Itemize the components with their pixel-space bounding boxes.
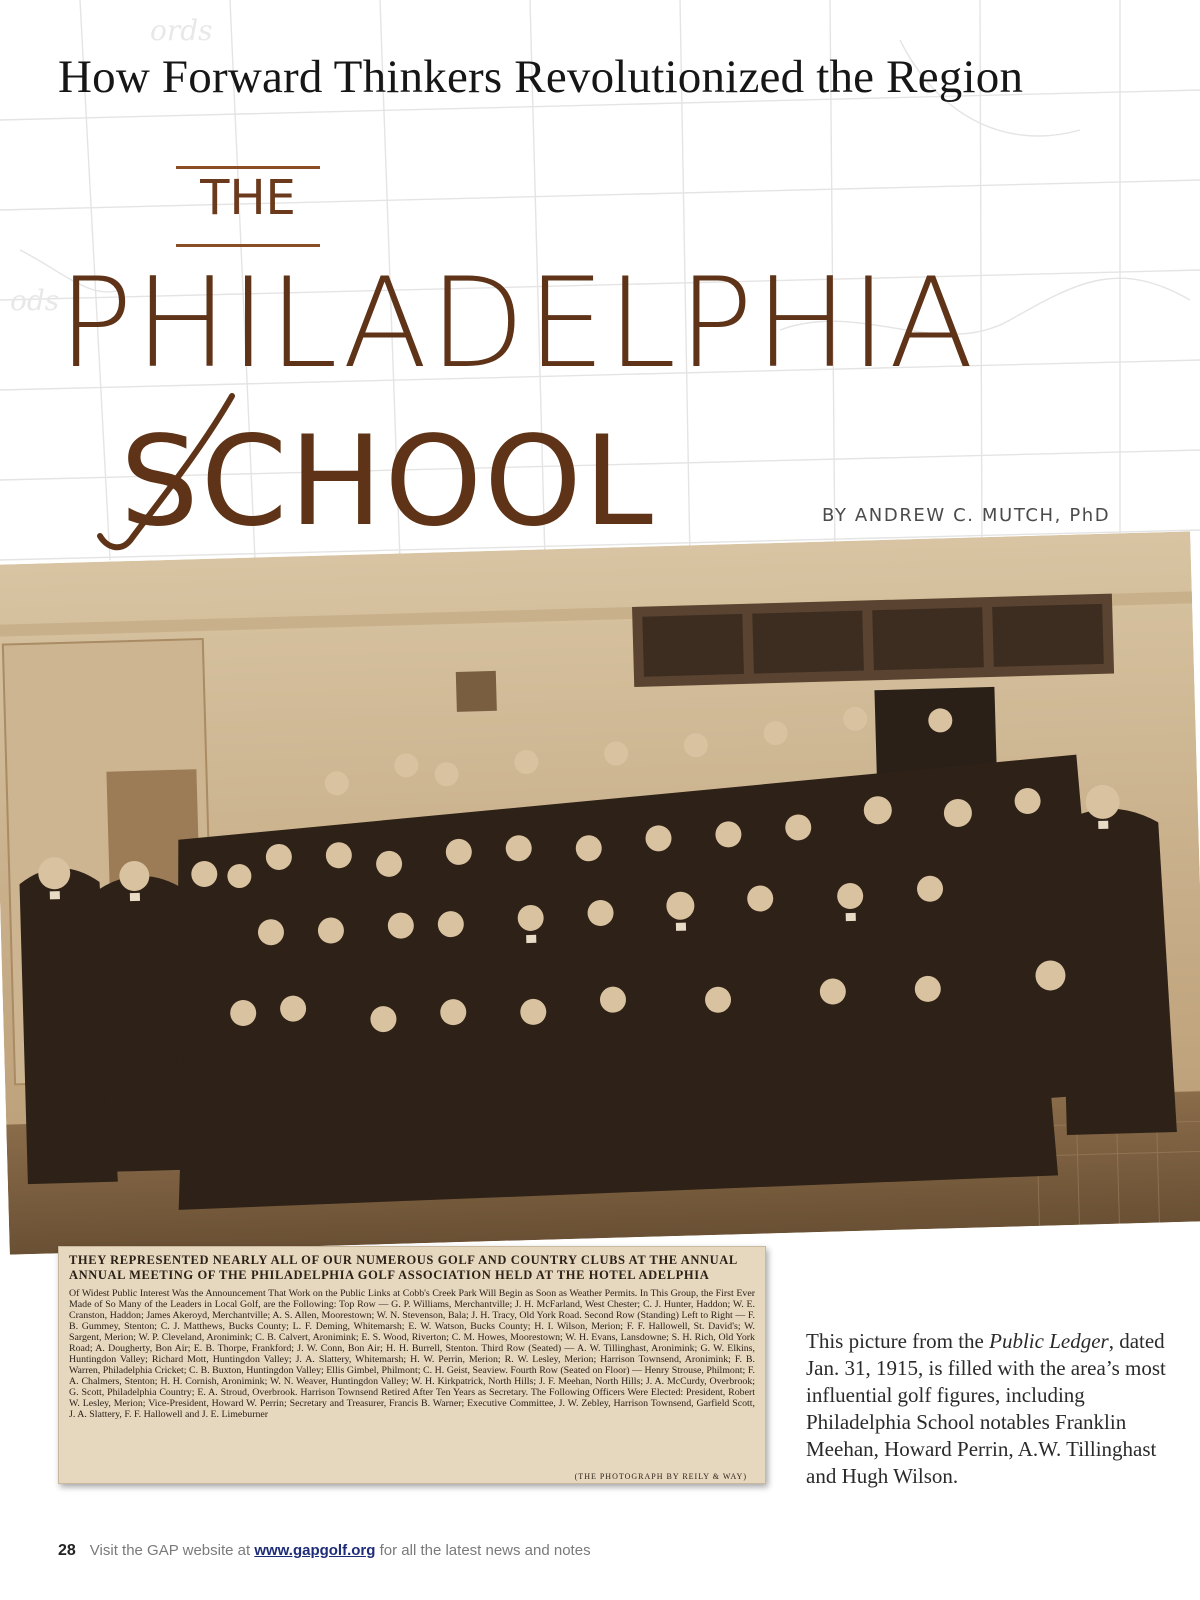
page-footer	[58, 1542, 1058, 1566]
byline: BY ANDREW C. MUTCH, PhD	[822, 505, 1111, 526]
caption-text-before: This picture from the	[806, 1329, 990, 1353]
clipping-heading-1: THEY REPRESENTED NEARLY ALL OF OUR NUMEROUS GOLF AND COUNTRY CLUBS AT THE ANNUAL	[69, 1253, 738, 1267]
website-link[interactable]: www.gapgolf.org	[254, 1542, 376, 1559]
the-rule-bottom	[176, 244, 320, 247]
clipping-body: Of Widest Public Interest Was the Announcement That Work on the Public Links at Cobb's Creek Park Will Begin as Soon as Weather Permits. In This Group, the First Ever Made of So Many of the Leaders in Local Golf, are the Following: Top Row — G. P. Williams, Merchantville; J. H. McFarland, West Chester; C. J. Hunter, Haddon; W. E. Cranston, Haddon; James Akeroyd, Merchantville; A. S. Allen, Moorestown; W. N. Stevenson, Bala; J. H. Tracy, Old York Road. Second Row (Standing) Left to Right — F. B. Gummey, Stenton; C. J. Matthews, Bucks County; L. F. Deming, Whitemarsh; E. W. Watson, Bucks County; H. I. Wilson, Merion; F. F. Hallowell, St. David's; W. Sargent, Merion; W. P. Cleveland, Aronimink; C. B. Calvert, Aronimink; E. S. Wood, Riverton; C. M. Howes, Moorestown; W. H. Evans, Lansdowne; S. H. Rich, Old York Road; A. Dougherty, Bon Air; E. B. Thorpe, Frankford; J. W. Conn, Bon Air; H. H. Burrell, Stenton. Third Row (Seated) — A. W. Tillinghast, Aronimink; G. W. Elkins, Huntingdon Valley; Richard Mott, Huntingdon Valley; J. A. Slattery, Whitemarsh; H. W. Perrin, Merion; R. W. Lesley, Merion; Harrison Townsend, Aronimink; F. B. Warren, Philadelphia Cricket; C. B. Buxton, Huntingdon Valley; Ellis Gimbel, Philmont; C. H. Geist, Seaview. Fourth Row (Seated on Floor) — Henry Strouse, Philmont; F. A. Chalmers, Stenton; H. H. Cornish, Aronimink; W. N. Weaver, Huntingdon Valley; W. H. Kirkpatrick, North Hills; J. F. Meehan, North Hills; J. A. McCurdy, Overbrook; G. Scott, Philadelphia Country; E. A. Stroud, Overbrook. Harrison Townsend Retired After Ten Years as Secretary. The Following Officers Were Elected: President, Robert W. Lesley, Merion; Vice-President, Howard W. Perrin; Secretary and Treasurer, Francis B. Warner; Executive Committee, J. W. Zebley, Harrison Townsend, Garfield Scott, J. A. Slattery, F. F. Hallowell and J. E. Limeburner	[69, 1288, 755, 1420]
clipping-heading-2: ANNUAL MEETING OF THE PHILADELPHIA GOLF ASSOCIATION HELD AT THE HOTEL ADELPHIA	[69, 1268, 710, 1282]
photo-caption	[806, 1328, 1166, 1490]
footer-text-before: Visit the GAP website at	[89, 1542, 255, 1559]
group-photograph	[0, 531, 1200, 1254]
title-school: SCHOOL	[120, 410, 655, 554]
newspaper-clipping	[58, 1246, 766, 1484]
map-label: ords	[150, 14, 213, 47]
caption-text-after: , dated Jan. 31, 1915, is filled with the area’s most influential golf figures, including Philadelphia School notables Franklin Meehan, Howard Perrin, A.W. Tillinghast and Hugh Wilson.	[806, 1329, 1166, 1488]
page-number: 28	[58, 1542, 76, 1559]
photo-image	[0, 531, 1200, 1254]
title-the: THE	[200, 170, 296, 226]
title-philadelphia: PHILADELPHIA	[58, 252, 976, 396]
the-rule-top	[176, 166, 320, 169]
page-headline: How Forward Thinkers Revolutionized the Region	[58, 51, 1024, 103]
caption-publication: Public Ledger	[989, 1329, 1109, 1353]
clipping-credit: (THE PHOTOGRAPH BY REILY & WAY)	[574, 1472, 747, 1481]
footer-text-after: for all the latest news and notes	[375, 1542, 591, 1559]
map-label: ods	[10, 284, 60, 317]
